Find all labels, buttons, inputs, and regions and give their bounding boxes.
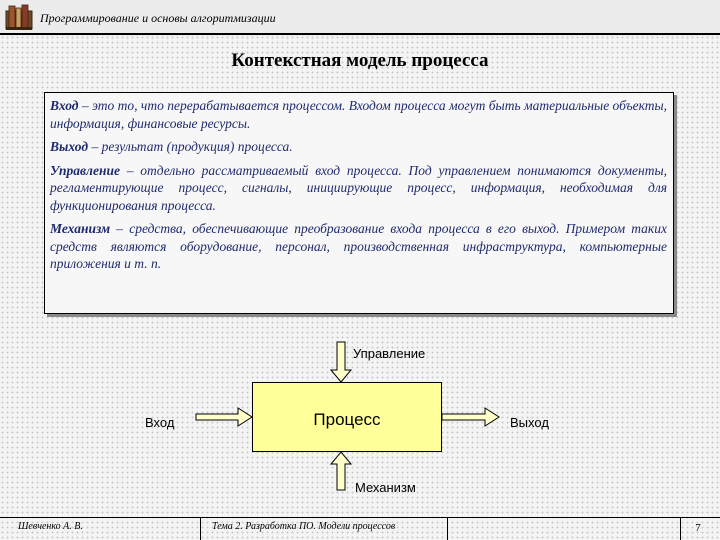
definition-control xyxy=(50,162,667,215)
definition-term: Механизм xyxy=(50,221,111,236)
process-label: Процесс xyxy=(313,410,381,429)
context-diagram xyxy=(0,330,720,510)
page-number: 7 xyxy=(695,522,701,534)
definition-term: Вход xyxy=(50,98,79,113)
input-arrow xyxy=(196,408,252,426)
definition-input xyxy=(50,97,667,132)
footer-author: Шевченко А. В. xyxy=(18,521,83,532)
slide-title: Контекстная модель процесса xyxy=(231,50,489,71)
definition-text: – результат (продукция) процесса. xyxy=(88,139,293,154)
footer-topic: Тема 2. Разработка ПО. Модели процессов xyxy=(212,521,396,532)
definitions-box xyxy=(44,92,674,314)
control-arrow xyxy=(331,342,351,382)
mechanism-label: Механизм xyxy=(355,480,416,495)
output-arrow xyxy=(442,408,499,426)
definition-term: Управление xyxy=(50,162,120,178)
header-title: Программирование и основы алгоритмизации xyxy=(40,11,276,25)
books-logo-icon xyxy=(4,3,34,31)
definition-text: – отдельно рассматриваемый вход процесса. Под управлением понимаются документы, регламентирующие процесс, сигналы, инициирующие процесс, информация, необходимая для функционирования процесса. xyxy=(50,162,667,213)
header-divider xyxy=(0,33,720,35)
definition-text: – средства, обеспечивающие преобразование входа процесса в его выход. Примером таких средств являются оборудование, персонал, производственная инфраструктура, компьютерные приложения и т. п. xyxy=(50,221,667,271)
definition-output xyxy=(50,138,667,156)
definition-text: – это то, что перерабатывается процессом. Входом процесса могут быть материальные объекты, информация, финансовые ресурсы. xyxy=(50,98,667,131)
mechanism-arrow xyxy=(331,452,351,490)
input-label: Вход xyxy=(145,415,175,430)
definition-mechanism xyxy=(50,220,667,273)
output-label: Выход xyxy=(510,415,549,430)
control-label: Управление xyxy=(353,346,426,361)
definition-term: Выход xyxy=(50,139,89,154)
